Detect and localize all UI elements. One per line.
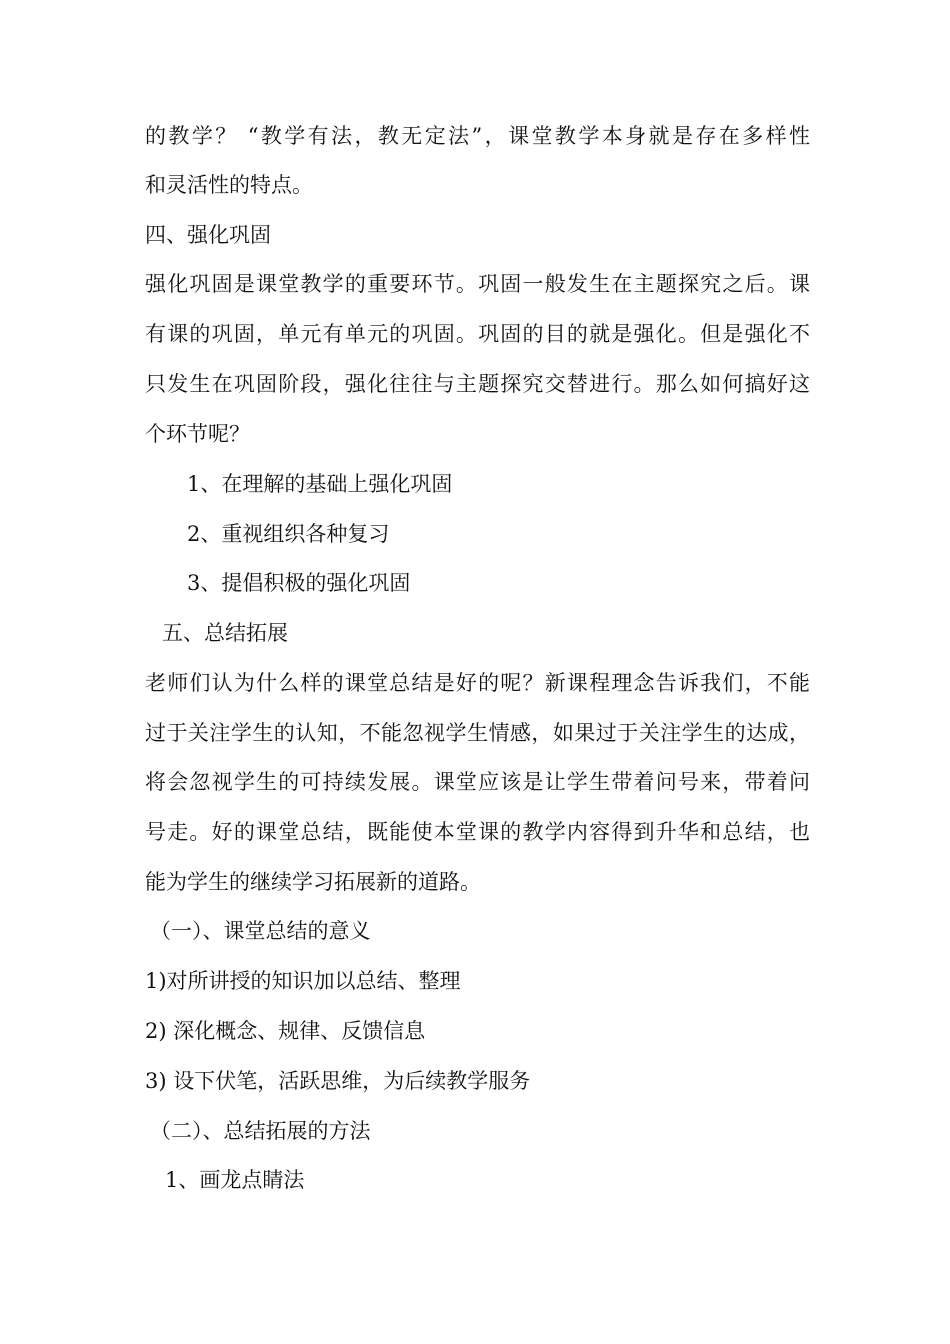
subheading: （一）、课堂总结的意义 — [150, 919, 371, 943]
paragraph-line: 和灵活性的特点。 — [145, 173, 313, 197]
paragraph-line: 能为学生的继续学习拓展新的道路。 — [145, 870, 481, 894]
paragraph-line: 个环节呢？ — [145, 422, 250, 446]
section-heading-five: 五、总结拓展 — [162, 621, 288, 645]
list-item: 1、在理解的基础上强化巩固 — [187, 472, 453, 496]
paragraph-line: 号走。好的课堂总结，既能使本堂课的教学内容得到升华和总结，也 — [145, 820, 810, 844]
paragraph-line: 强化巩固是课堂教学的重要环节。巩固一般发生在主题探究之后。课 — [145, 272, 810, 296]
paragraph-line: 有课的巩固，单元有单元的巩固。巩固的目的就是强化。但是强化不 — [145, 322, 810, 346]
paragraph-line: 过于关注学生的认知，不能忽视学生情感，如果过于关注学生的达成， — [145, 721, 810, 745]
paragraph-line: 只发生在巩固阶段，强化往往与主题探究交替进行。那么如何搞好这 — [145, 372, 810, 396]
paragraph-line: 将会忽视学生的可持续发展。课堂应该是让学生带着问号来，带着问 — [145, 770, 810, 794]
list-item: 1、画龙点睛法 — [165, 1168, 305, 1192]
list-item: 3) 设下伏笔，活跃思维，为后续教学服务 — [145, 1069, 531, 1093]
paragraph-line: 老师们认为什么样的课堂总结是好的呢？新课程理念告诉我们，不能 — [145, 671, 810, 695]
list-item: 2、重视组织各种复习 — [187, 522, 390, 546]
list-item: 2) 深化概念、规律、反馈信息 — [145, 1019, 426, 1043]
list-item: 3、提倡积极的强化巩固 — [187, 571, 411, 595]
paragraph-line: 的教学？ “教学有法，教无定法”，课堂教学本身就是存在多样性 — [145, 124, 810, 148]
section-heading-four: 四、强化巩固 — [145, 223, 271, 247]
list-item: 1)对所讲授的知识加以总结、整理 — [145, 969, 461, 993]
subheading: （二）、总结拓展的方法 — [150, 1119, 371, 1143]
